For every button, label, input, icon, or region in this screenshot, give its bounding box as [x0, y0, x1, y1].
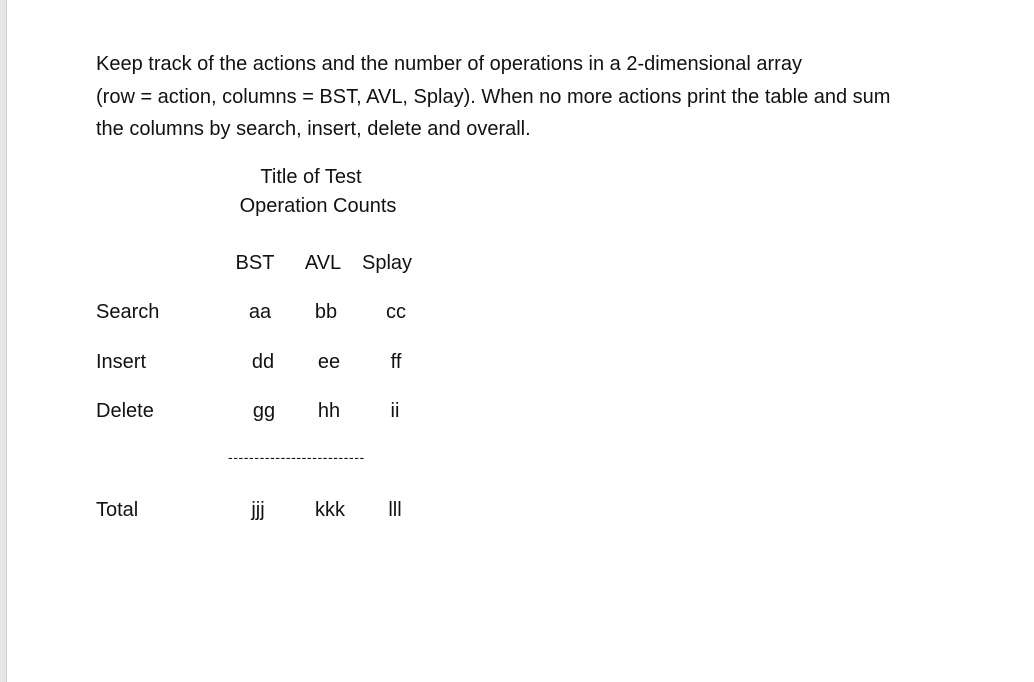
table-title: Title of Test — [260, 166, 362, 188]
row-label-delete: Delete — [96, 400, 154, 422]
cell-delete-splay: ii — [390, 400, 400, 422]
column-header-avl: AVL — [304, 252, 342, 274]
column-header-splay: Splay — [361, 252, 413, 274]
cell-insert-bst: dd — [251, 351, 275, 373]
document-page — [6, 0, 1034, 682]
cell-total-avl: kkk — [315, 499, 345, 521]
cell-delete-bst: gg — [252, 400, 276, 422]
row-label-search: Search — [96, 301, 160, 323]
row-label-total: Total — [96, 499, 139, 521]
cell-total-splay: lll — [388, 499, 402, 521]
column-header-bst: BST — [235, 252, 275, 274]
cell-delete-avl: hh — [317, 400, 341, 422]
table-subtitle: Operation Counts — [239, 195, 397, 217]
row-label-insert: Insert — [96, 351, 147, 373]
instructions-paragraph — [96, 48, 956, 146]
paragraph-line: (row = action, columns = BST, AVL, Splay). When no more actions print the table and sum — [96, 85, 891, 108]
table-divider: -------------------------- — [228, 449, 365, 465]
paragraph-line: the columns by search, insert, delete and overall. — [96, 118, 531, 140]
cell-search-avl: bb — [314, 301, 338, 323]
cell-insert-splay: ff — [390, 351, 402, 373]
cell-search-bst: aa — [248, 301, 272, 323]
cell-insert-avl: ee — [317, 351, 341, 373]
cell-total-bst: jjj — [251, 499, 265, 521]
paragraph-line: Keep track of the actions and the number of operations in a 2-dimensional array — [96, 53, 802, 75]
cell-search-splay: cc — [386, 301, 406, 323]
